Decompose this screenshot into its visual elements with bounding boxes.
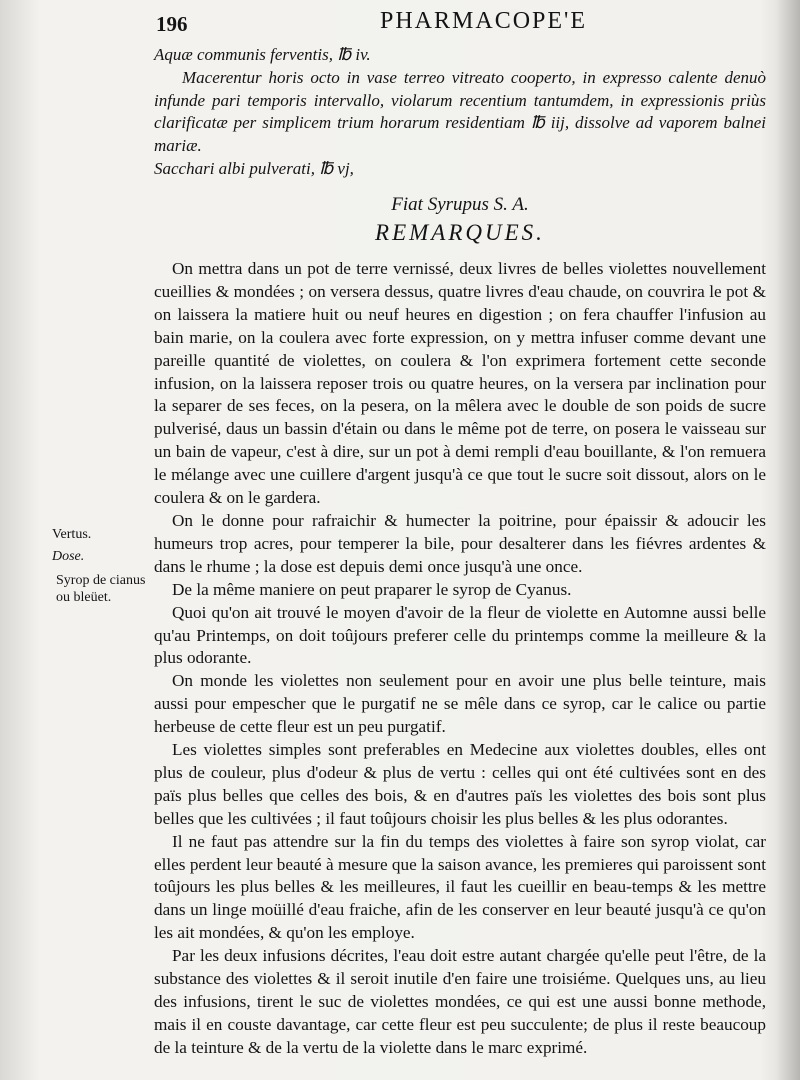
body-text [154, 258, 766, 1060]
running-title: PHARMACOPE'E [380, 8, 588, 34]
formula-line-1: Aquæ communis ferventis, ℔ iv. [154, 45, 371, 64]
page-number: 196 [156, 12, 188, 36]
formula-line-3: Sacchari albi pulverati, ℔ vj, [154, 158, 354, 178]
formula-block [154, 44, 766, 181]
page-header [150, 6, 770, 36]
page-edge-shadow [776, 0, 800, 1080]
remarques-heading: REMARQUES. [375, 220, 545, 245]
paragraph: On mettra dans un pot de terre vernissé, deux livres de belles violettes nouvellement cueillies & mondées ; on versera dessus, quatre livres d'eau chaude, on couvrira le pot & on laissera la matiere huit ou neuf heures en digestion ; on fera chauffer l'infusion au bain marie, on la coulera avec forte expression, on y mettra infuser comme devant une pareille quantité de violettes, on coulera & l'on exprimera fortement cette seconde infusion, on la laissera reposer trois ou quatre heures, on la versera par inclination pour la separer de ses feces, on la pesera, on la mêlera avec le double de son poids de sucre pulverisé, daus un bassin d'étain ou dans le même pot de terre, on posera le vaisseau sur un bain de vapeur, c'est à dire, sur un pot à demi rempli d'eau bouillante, & l'on remuera le mélange avec une cuillere d'argent jusqu'à ce que tout le sucre soit dissout, alors on le coulera & on le gardera. [154, 259, 766, 508]
formula-paragraph: Macerentur horis octo in vase terreo vitreato cooperto, in expresso calente denuò infunde pari temporis intervallo, violarum recentium tantumdem, in expressionis priùs clarificatæ per simplicem trium horarum residentiam ℔ iij, dissolve ad vaporem balnei mariæ. [154, 67, 766, 156]
margin-note-dose: Dose. [52, 549, 85, 564]
paragraph: Les violettes simples sont preferables en Medecine aux violettes doubles, elles ont plus de couleur, plus d'odeur & plus de vertu : celles qui ont été cultivées sont en des païs plus belles que celles des bois, & en d'autres païs les violettes des bois sont plus belles que les cultivées ; il faut toûjours choisir les plus belles & les plus odorantes. [154, 740, 766, 828]
fiat-heading: Fiat Syrupus S. A. [391, 194, 529, 215]
paragraph: Par les deux infusions décrites, l'eau doit estre autant chargée qu'elle peut l'être, de la substance des violettes & il seroit inutile d'en faire une troisiéme. Quelques uns, au lieu des infusions, tirent le suc de violettes mondées, ce qui est une aussi bonne methode, mais il en couste davantage, car cette fleur est peu succulente; de plus il reste beaucoup de la teinture & de la vertu de la violette dans le marc exprimé. [154, 946, 766, 1057]
paragraph: On le donne pour rafraichir & humecter la poitrine, pour épaissir & adoucir les humeurs trop acres, pour temperer la bile, pour desalterer dans les fiévres ardentes & dans le rhume ; la dose est depuis demi once jusqu'à une once. [154, 510, 766, 576]
margin-note-syrop: Syrop de cianus ou bleüet. [56, 573, 146, 605]
paragraph: On monde les violettes non seulement pour en avoir une plus belle teinture, mais aussi pour empescher que le purgatif ne se mêle dans ce syrop, car le calice ou partie herbeuse de cette fleur est un peu purgatif. [154, 671, 766, 737]
paragraph: Il ne faut pas attendre sur la fin du temps des violettes à faire son syrop violat, car elles perdent leur beauté à mesure que la saison avance, les premieres qui paroissent sont toûjours les plus belles & les meilleures, il faut les cueillir en beau-temps & les mettre dans un linge moüillé d'eau fraiche, afin de les conserver en leur beauté jusqu'à ce qu'on les ait mondées, & qu'on les employe. [154, 831, 766, 943]
paragraph: De la même maniere on peut praparer le syrop de Cyanus. [172, 579, 572, 599]
paragraph: Quoi qu'on ait trouvé le moyen d'avoir de la fleur de violette en Automne aussi belle qu'au Printemps, on doit toûjours preferer celle du printemps comme la meilleure & la plus odorante. [154, 602, 766, 668]
margin-note-vertus: Vertus. [52, 527, 92, 542]
